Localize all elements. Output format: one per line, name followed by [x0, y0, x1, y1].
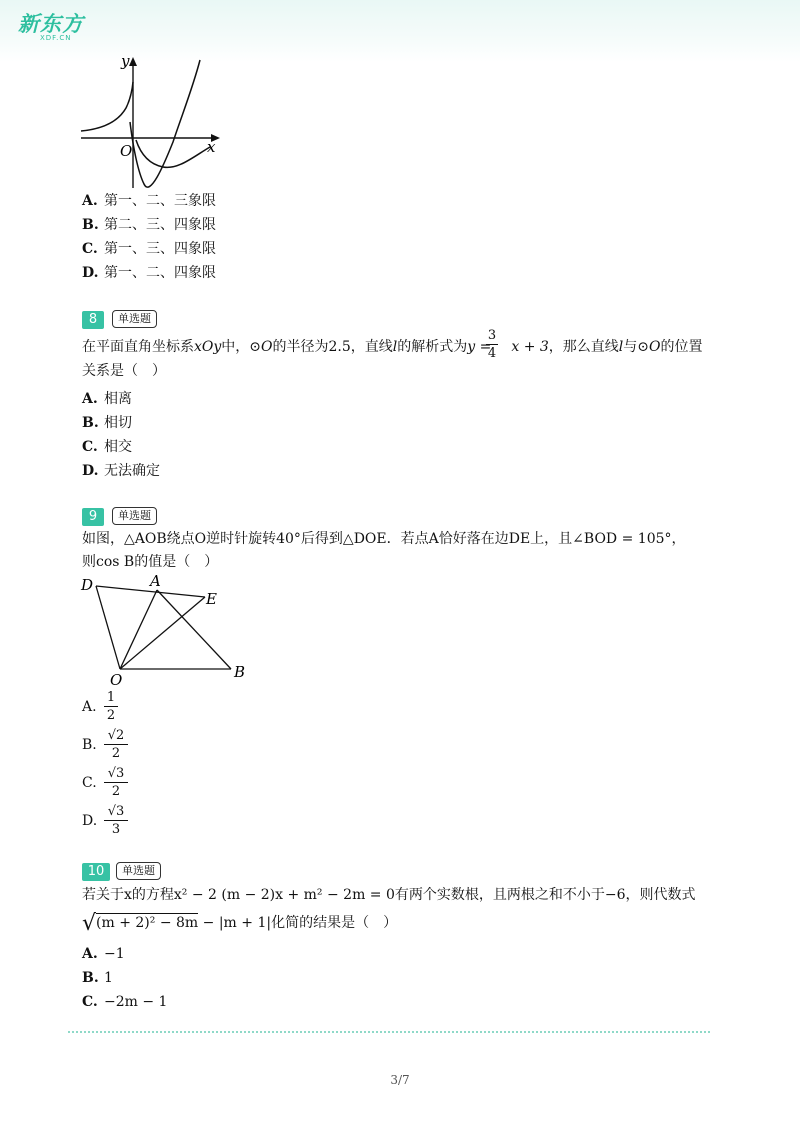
q9-option-a-value[interactable]: 1 2 [104, 690, 118, 723]
q9-option-a-label[interactable]: A. [82, 699, 97, 715]
q9-option-b-value[interactable]: √2 2 [104, 728, 128, 761]
q9-label-d: D [81, 576, 94, 594]
q7-graph [78, 52, 228, 190]
q9-option-c-value[interactable]: √3 2 [104, 766, 128, 799]
q8-option-b[interactable]: B. 相切 [82, 415, 132, 431]
q9-stem-line2: 则cos B的值是（ ） [82, 554, 219, 570]
q9-label-e: E [206, 590, 217, 608]
radical-sign: √ [82, 911, 97, 936]
q9-label-o: O [110, 671, 123, 689]
q8-stem-line1: 在平面直角坐标系xOy中，⊙O的半径为2.5，直线l的解析式为y = x + 3，那么直线l与⊙O的位置 [82, 339, 703, 355]
q8-stem-line2: 关系是（ ） [82, 363, 166, 379]
q9-number-badge: 9 [82, 508, 104, 526]
footer-divider [68, 1031, 710, 1033]
q8-fraction: 3 4 [487, 328, 497, 361]
q10-stem-line2: √(m + 2)² − 8m − |m + 1|化简的结果是（ ） [82, 911, 398, 936]
logo [18, 8, 84, 42]
q10-option-c[interactable]: C. −2m − 1 [82, 994, 168, 1010]
q7-option-a[interactable]: A. 第一、二、三象限 [82, 193, 216, 209]
q9-figure [78, 572, 250, 690]
q9-option-d-label[interactable]: D. [82, 813, 98, 829]
page-number: 3/7 [390, 1073, 410, 1087]
q10-option-a[interactable]: A. −1 [82, 946, 125, 962]
q8-type-badge: 单选题 [112, 310, 157, 328]
radicand: (m + 2)² − 8m [96, 915, 199, 931]
q7-origin-label: O [120, 142, 133, 160]
q7-option-b[interactable]: B. 第二、三、四象限 [82, 217, 216, 233]
q8-number-badge: 8 [82, 311, 104, 329]
logo-subtext: XDF.CN [40, 34, 72, 42]
q9-option-d-value[interactable]: √3 3 [104, 804, 128, 837]
q7-option-d[interactable]: D. 第一、二、四象限 [82, 265, 216, 281]
q10-option-b[interactable]: B. 1 [82, 970, 113, 986]
q9-stem-line1: 如图，△AOB绕点O逆时针旋转40°后得到△DOE．若点A恰好落在边DE上，且∠BOD = 105°， [82, 531, 686, 547]
q9-option-b-label[interactable]: B. [82, 737, 97, 753]
q9-option-c-label[interactable]: C. [82, 775, 97, 791]
q10-type-badge: 单选题 [116, 862, 161, 880]
logo-text: 新东方 [18, 12, 84, 36]
q9-label-b: B [234, 663, 246, 681]
q8-option-d[interactable]: D. 无法确定 [82, 463, 160, 479]
q9-label-a: A [150, 572, 161, 590]
q9-type-badge: 单选题 [112, 507, 157, 525]
q7-y-label: y [121, 52, 130, 70]
q8-option-a[interactable]: A. 相离 [82, 391, 132, 407]
q7-option-c[interactable]: C. 第一、三、四象限 [82, 241, 216, 257]
q10-stem-line1: 若关于x的方程x² − 2 (m − 2)x + m² − 2m = 0有两个实数根，且两根之和不小于−6，则代数式 [82, 887, 696, 903]
q7-x-label: x [207, 138, 216, 156]
q10-number-badge: 10 [82, 863, 110, 881]
q8-option-c[interactable]: C. 相交 [82, 439, 132, 455]
